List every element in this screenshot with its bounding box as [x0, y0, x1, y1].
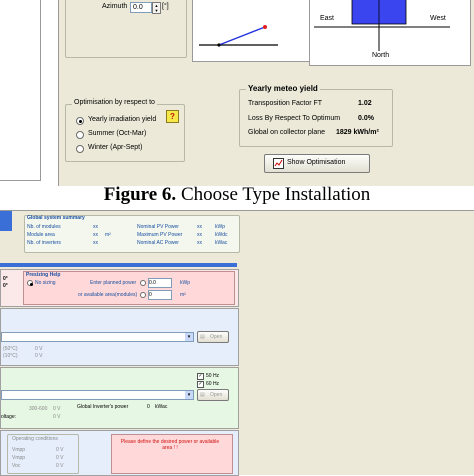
planned-power-unit: kWp: [180, 280, 190, 286]
compass-north: North: [372, 52, 390, 59]
open-icon: ▤: [200, 392, 205, 398]
option-summer-label: Summer (Oct-Mar): [88, 130, 147, 137]
summary-label2-1: Maximum PV Power: [137, 232, 183, 238]
azimuth-unit: [°]: [162, 3, 169, 10]
voltage-line1-value: 0 V: [35, 346, 43, 352]
optimisation-groupbox: [65, 99, 185, 162]
open-icon: ▤: [200, 334, 205, 340]
meteo-value-0: 1.02: [358, 100, 372, 107]
tilt-end-dot: [263, 25, 267, 29]
option-yearly-label: Yearly irradiation yield: [88, 116, 157, 123]
warning-box: [111, 434, 233, 474]
inverter-power-label: Global Inverter's power: [77, 404, 129, 410]
planned-power-input[interactable]: 0.0: [148, 278, 172, 288]
meteo-groupbox: [239, 84, 393, 147]
summary-title: Global system summary: [27, 215, 85, 221]
summary-value-1: xx: [93, 232, 98, 238]
inverter-voltage-value: 0 V: [53, 414, 61, 420]
summary-groupbox: [24, 215, 240, 253]
summary-label-0: Nb. of modules: [27, 224, 61, 230]
summary-label2-0: Nominal PV Power: [137, 224, 179, 230]
bottom-screenshot: [0, 210, 474, 475]
meteo-value-2: 1829 kWh/m²: [336, 129, 379, 136]
presizing-section: [0, 269, 239, 307]
summary-value-0: xx: [93, 224, 98, 230]
inverter-range-value: 0 V: [53, 406, 61, 412]
summary-value2-1: xx: [197, 232, 202, 238]
show-optimisation-button[interactable]: [264, 154, 370, 173]
summary-value-2: xx: [93, 240, 98, 246]
inverter-power-value: 0: [147, 404, 150, 410]
presizing-title: Presizing Help: [26, 272, 61, 278]
figure-text: Choose Type Installation: [180, 184, 371, 205]
option-winter-label: Winter (Apr-Sept): [88, 144, 143, 151]
operating-title: Operating conditions: [12, 436, 58, 442]
summary-value2-2: xx: [197, 240, 202, 246]
area-label: or available area(modules): [78, 292, 138, 298]
compass-west: West: [430, 15, 446, 22]
radio-planned-power[interactable]: [140, 280, 146, 286]
op-value-2: 0 V: [56, 463, 64, 469]
module-open-label: Open: [210, 334, 223, 340]
left-partial-2: 0°: [3, 283, 8, 289]
no-sizing-label: No sizing: [35, 280, 56, 286]
inverter-voltage-label: oltage:: [1, 414, 17, 420]
freq-50-label: 50 Hz: [206, 373, 220, 379]
checkbox-60hz[interactable]: ✓: [198, 381, 203, 387]
help-icon[interactable]: ?: [166, 110, 179, 123]
operating-groupbox: [7, 434, 79, 474]
op-label-1: Vmpp: [12, 455, 26, 461]
azimuth-label: Azimuth: [102, 3, 128, 10]
azimuth-groupbox: [65, 0, 187, 58]
area-input[interactable]: 0: [148, 290, 172, 300]
warning-text: Please define the desired power or available area ! !: [120, 439, 220, 451]
voltage-line2-label: (10°C): [3, 353, 18, 359]
module-select[interactable]: [1, 332, 194, 342]
inverter-section: [0, 367, 239, 429]
freq-60-label: 60 Hz: [206, 381, 220, 387]
inverter-range: 300-600: [29, 406, 48, 412]
orientation-panel: [58, 0, 474, 186]
show-optimisation-label: Show Optimisation: [287, 159, 346, 166]
inverter-select[interactable]: [1, 390, 194, 400]
summary-label-1: Module area: [27, 232, 55, 238]
summary-label2-2: Nominal AC Power: [137, 240, 179, 246]
meteo-value-1: 0.0%: [358, 115, 374, 122]
inverter-open-button[interactable]: [197, 389, 229, 401]
checkbox-50hz[interactable]: ✓: [198, 373, 203, 379]
op-value-0: 0 V: [56, 447, 64, 453]
radio-summer[interactable]: [76, 131, 84, 139]
module-open-button[interactable]: [197, 331, 229, 343]
meteo-label-2: Global on collector plane: [248, 129, 326, 136]
area-unit: m²: [180, 292, 186, 298]
inverter-power-unit: kWac: [155, 404, 168, 410]
op-label-2: Voc: [12, 463, 21, 469]
inverter-open-label: Open: [210, 392, 223, 398]
voltage-line1-label: (50°C): [3, 346, 18, 352]
op-label-0: Vmpp: [12, 447, 26, 453]
voltage-line2-value: 0 V: [35, 353, 43, 359]
section-title-bar: [0, 263, 237, 267]
radio-area[interactable]: [140, 292, 146, 298]
radio-yearly[interactable]: [76, 117, 84, 125]
planned-power-label: Enter planned power: [90, 280, 137, 286]
presizing-groupbox: [23, 271, 235, 305]
compass-east: East: [320, 15, 335, 22]
operating-section: [0, 430, 239, 476]
summary-label-2: Nb. of inverters: [27, 240, 61, 246]
chevron-down-icon[interactable]: ▾: [185, 333, 193, 341]
azimuth-spinner[interactable]: ▲ ▼: [152, 2, 161, 14]
compass-diagram: [309, 0, 471, 66]
optimisation-title: Optimisation by respect to: [74, 99, 155, 106]
summary-value2-0: xx: [197, 224, 202, 230]
module-section: [0, 308, 239, 366]
meteo-label-1: Loss By Respect To Optimum: [248, 115, 341, 122]
op-value-1: 0 V: [56, 455, 64, 461]
meteo-label-0: Transposition Factor FT: [248, 100, 323, 107]
summary-unit-1: m²: [105, 232, 111, 238]
summary-unit2-0: kWp: [215, 224, 225, 230]
azimuth-input[interactable]: 0.0: [130, 2, 152, 13]
window-edge: [0, 211, 12, 231]
radio-no-sizing[interactable]: [27, 280, 33, 286]
compass-svg: [310, 0, 470, 65]
left-partial-1: 0°: [3, 276, 8, 282]
summary-unit2-1: kWdc: [215, 232, 228, 238]
left-panel: [0, 0, 41, 181]
figure-label: Figure 6.: [103, 184, 177, 205]
figure-caption: [0, 184, 474, 206]
summary-unit2-2: kWac: [215, 240, 228, 246]
meteo-title: Yearly meteo yield: [248, 84, 318, 93]
radio-winter[interactable]: [76, 145, 84, 153]
chevron-down-icon[interactable]: ▾: [185, 391, 193, 399]
chart-icon: [273, 158, 284, 169]
top-screenshot: [0, 0, 474, 186]
